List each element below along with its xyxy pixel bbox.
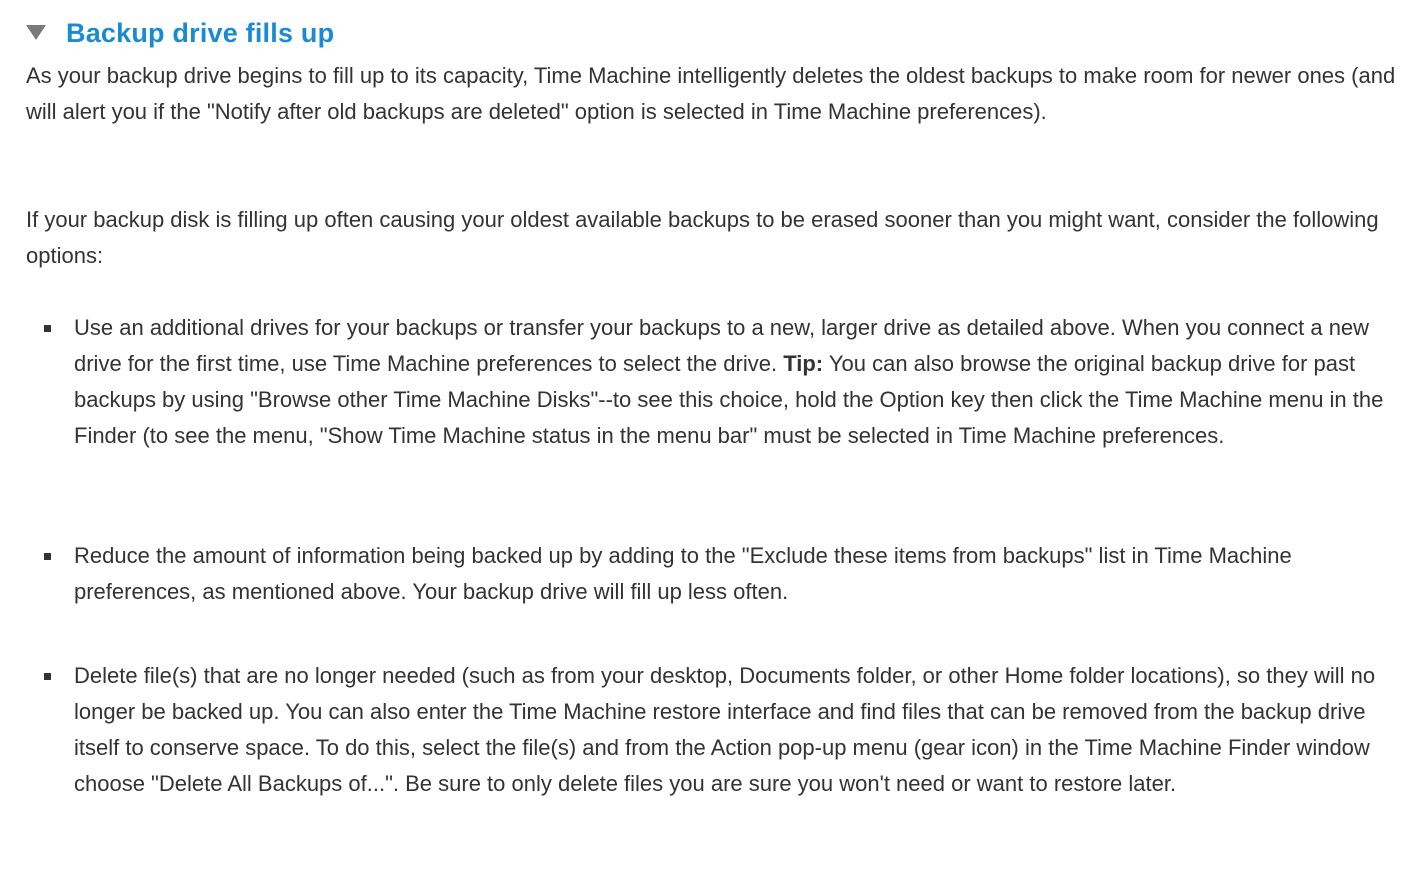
option-text-after: You can also browse the original backup drive for past backups by using "Browse other Time Machine Disks"--to see this choice, hold the Option key then click the Time Machine menu in the Finder (to see the menu, "Show Time Machine status in the menu bar" must be selected in Time Machine preferences. — [74, 351, 1384, 448]
bullet-icon — [44, 325, 51, 332]
disclosure-triangle-icon[interactable] — [26, 25, 46, 40]
option-text-before: Use an additional drives for your backups or transfer your backups to a new, larger drive as detailed above. When you connect a new drive for the first time, use Time Machine preferences to select the drive. — [74, 315, 1370, 376]
section-title[interactable]: Backup drive fills up — [66, 17, 335, 48]
bullet-icon — [44, 673, 51, 680]
options-intro-paragraph: If your backup disk is filling up often causing your oldest available backups to be erased sooner than you might want, consider the following options: — [26, 207, 1379, 268]
option-text: Reduce the amount of information being backed up by adding to the "Exclude these items from backups" list in Time Machine preferences, as mentioned above. Your backup drive will fill up less often. — [74, 543, 1292, 604]
option-text: Delete file(s) that are no longer needed (such as from your desktop, Documents folder, or other Home folder locations), so they will no longer be backed up. You can also enter the Time Machine restore interface and find files that can be removed from the backup drive itself to conserve space. To do this, select the file(s) and from the Action pop-up menu (gear icon) in the Time Machine Finder window choose "Delete All Backups of...". Be sure to only delete files you are sure you won't need or want to restore later. — [74, 663, 1376, 796]
list-item — [74, 658, 1386, 802]
list-item — [74, 538, 1386, 610]
intro-paragraph: As your backup drive begins to fill up to its capacity, Time Machine intelligently deletes the oldest backups to make room for newer ones (and will alert you if the "Notify after old backups are deleted" option is selected in Time Machine preferences). — [26, 63, 1396, 124]
bullet-icon — [44, 553, 51, 560]
tip-label: Tip: — [783, 351, 824, 376]
section-toggle[interactable] — [26, 14, 334, 52]
list-item — [74, 310, 1386, 454]
